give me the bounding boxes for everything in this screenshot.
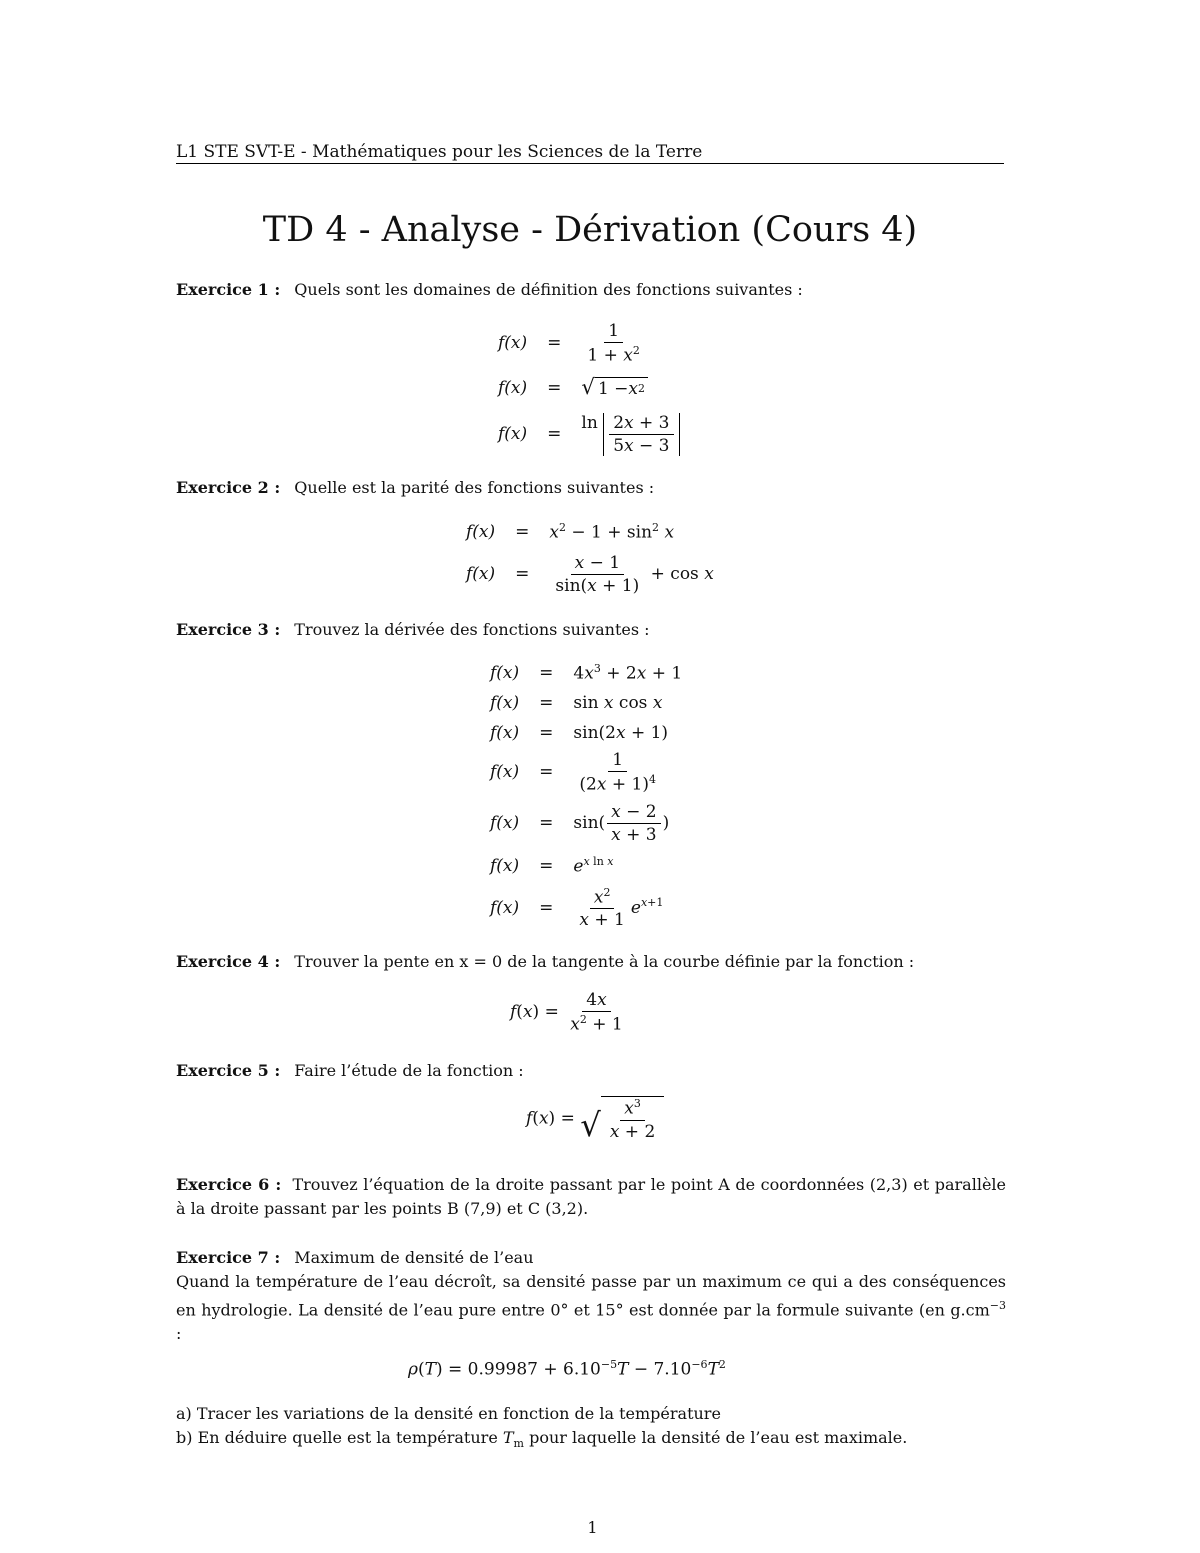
equation-row: f(x) = $\frac{x - 1}{\sin(x + 1)}$ + cos x [466,552,714,596]
equation-row: f(x) = sin x cos x [490,693,663,713]
exercise-7-question-b: b) En déduire quelle est la température $T_m$ pour laquelle la densité de l’eau est maximale. [176,1428,908,1451]
exercise-6 [176,1173,1006,1221]
exercise-2-label: Exercice 2 : [176,478,281,497]
exercise-3-prompt: Trouvez la dérivée des fonctions suivantes : [294,620,650,639]
equation-row: f(x) = ln $\frac{2x + 3}{5x - 3}$ [498,408,680,460]
exercise-7-question-a: a) Tracer les variations de la densité en fonction de la température [176,1404,721,1423]
header-rule [176,163,1004,164]
exercise-5 [176,1061,524,1080]
exercise-2-prompt: Quelle est la parité des fonctions suivantes : [294,478,655,497]
exercise-3-equations [490,658,682,934]
exercise-4-prompt: Trouver la pente en x = 0 de la tangente à la courbe définie par la fonction : [294,952,915,971]
course-header: L1 STE SVT-E - Mathématiques pour les Sciences de la Terre [176,142,703,162]
density-formula: $\rho(T) = 0.99987 + 6.10^{-5}T - 7.10^{-6}T^2$ [408,1358,726,1380]
equation-row: f(x) = $\frac{x^2}{x + 1}$ $e^{x+1}$ [490,885,664,931]
exercise-1-label: Exercice 1 : [176,280,281,299]
page-number: 1 [587,1518,598,1537]
page-title: TD 4 - Analyse - Dérivation (Cours 4) [262,210,918,250]
equation-row: f(x) = $x^2 - 1 + \sin^2 x$ [466,521,675,543]
equation-row: f(x) = $e^{x ln x}$ [490,855,614,877]
exercise-4 [176,952,914,971]
exercise-2 [176,478,654,497]
equation-row: f(x) = $4x^3 + 2x + 1$ [490,662,683,684]
exercise-4-equation: f(x) = $\frac{4x}{x^2 + 1}$ [510,990,623,1035]
exercise-7-body-text: Quand la température de l’eau décroît, sa densité passe par un maximum ce qui a des conséquences en hydrologie. La densité de l’eau pure entre 0° et 15° est donnée par la formule suivante (en g.cm [176,1272,1006,1320]
exercise-3 [176,620,650,639]
exercise-3-label: Exercice 3 : [176,620,281,639]
exercise-7-question-b-start: b) En déduire quelle est la température [176,1428,503,1447]
equation-row: f(x) = sin( $\frac{x - 2}{x + 3}$ ) [490,801,670,845]
exercise-7 [176,1248,534,1267]
exercise-4-label: Exercice 4 : [176,952,281,971]
exercise-7-prompt: Maximum de densité de l’eau [294,1248,534,1267]
exercise-7-body: Quand la température de l’eau décroît, sa densité passe par un maximum ce qui a des conséquences en hydrologie. La densité de l’eau pure entre 0° et 15° est donnée par la formule suivante (en $g.cm^{-3}$ : [176,1272,1006,1344]
exercise-5-prompt: Faire l’étude de la fonction : [294,1061,524,1080]
exercise-1-equations [498,318,680,460]
exercise-2-equations [466,515,714,599]
exercise-6-prompt: Trouvez l’équation de la droite passant par le point A de coordonnées (2,3) et parallèle à la droite passant par les points B (7,9) et C (3,2). [176,1175,1007,1218]
equation-row: f(x) = sin(2x + 1) [490,723,669,743]
exercise-7-label: Exercice 7 : [176,1248,281,1267]
exercise-1-prompt: Quels sont les domaines de définition des fonctions suivantes : [294,280,803,299]
exercise-5-equation: f(x) = √ $\frac{x^3}{x + 2}$ [526,1096,664,1142]
equation-row: f(x) = $\frac{1}{1 + x^2}$ [498,320,640,366]
exercise-6-label: Exercice 6 : [176,1175,282,1194]
equation-row: f(x) = √ 1 − x 2 [498,368,680,408]
exercise-7-question-b-end: pour laquelle la densité de l’eau est maximale. [523,1428,908,1447]
exercise-1 [176,280,803,299]
exercise-5-label: Exercice 5 : [176,1061,281,1080]
exercise-7-body-end: : [176,1324,182,1344]
equation-row: f(x) = $\frac{1}{(2x + 1)^4}$ [490,749,656,795]
